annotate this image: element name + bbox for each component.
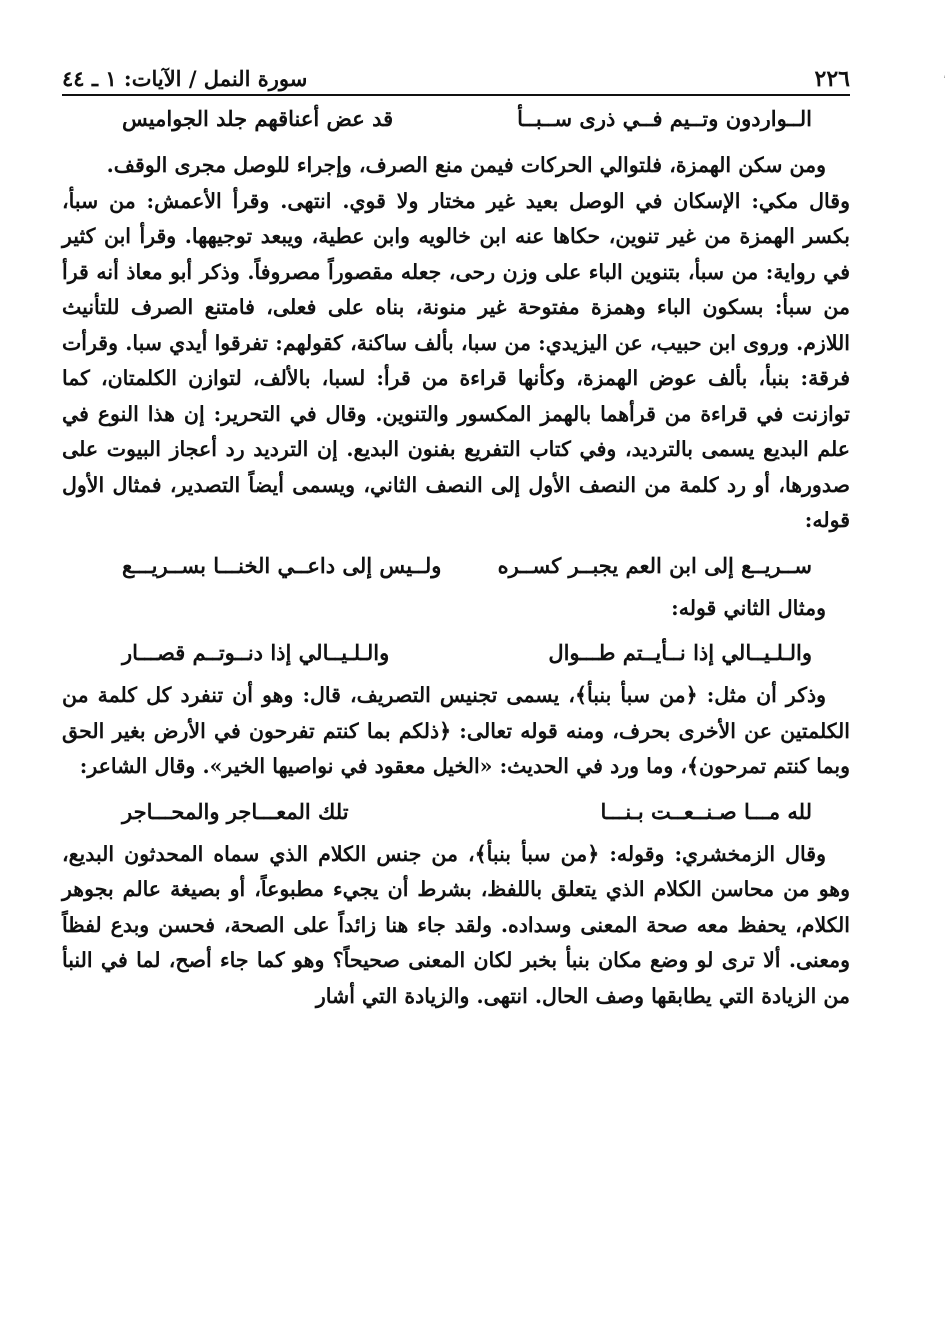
verse-first-hemistich: ســريــع إلى ابن العم يجبــر كســره: [497, 552, 812, 578]
verse-first-hemistich: الــواردون وتــيم فــي ذرى ســبــأ: [517, 106, 812, 131]
page-number: ٢٢٦: [814, 66, 850, 92]
poetry-verse: [62, 795, 850, 829]
verse-first-hemistich: لله مـــا صـنــعــت بـنـــا: [600, 798, 812, 824]
paragraph: وذكر أن مثل: ﴿من سبأ بنبأ﴾، يسمى تجنيس التصريف، قال: وهو أن تنفرد كل كلمة من الكلمتين عن الأخرى بحرف، ومنه قوله تعالى: ﴿ذلكم بما كنتم تفرحون في الأرض بغير الحق وبما كنتم تمرحون﴾، وما ورد في الحديث: «الخيل معقود في نواصيها الخير». وقال الشاعر:: [62, 683, 850, 778]
verse-first-hemistich: والـلـيــالي إذا نــأيــتم طـــوال: [548, 640, 812, 665]
paragraph: ومثال الثاني قوله:: [671, 595, 826, 620]
poetry-verse: [62, 636, 850, 670]
surah-title: سورة النمل / الآيات: ١ ـ ٤٤: [62, 66, 308, 91]
verse-second-hemistich: تلك المعـــاجر والمحـــاجر: [122, 798, 349, 824]
page: [62, 60, 850, 1014]
verse-second-hemistich: ولــيس إلى داعــي الخنـــا بســريـــع: [122, 552, 442, 578]
verse-second-hemistich: والـلـيــالي إذا دنــوتــم قصـــار: [122, 640, 390, 665]
poetry-verse: [62, 549, 850, 583]
page-header: [62, 60, 850, 96]
paragraph: وقال مكي: الإسكان في الوصل بعيد غير مختار ولا قوي. انتهى. وقرأ الأعمش: من سبأ، بكسر الهمزة من غير تنوين، حكاها عنه ابن خالويه وابن عطية، ويبعد توجيهها. وقرأ ابن كثير في رواية: من سبأ، بتنوين الباء على وزن رحى، جعله مقصوراً مصروفاً. وذكر أبو معاذ أنه قرأ من سبأ: بسكون الباء وهمزة مفتوحة غير منونة، بناه على فعلى، فامتنع الصرف للتأنيث اللازم. وروى ابن حبيب، عن اليزيدي: من سبا، بألف ساكنة، كقولهم: تفرقوا أيدي سبا. وقرأت فرقة: بنبأ، بألف عوض الهمزة، وكأنها قراءة من قرأ: لسبا، بالألف، لتوازن الكلمتان، كما توازنت في قراءة من قرأهما بالهمز المكسور والتنوين. وقال في التحرير: إن هذا النوع في علم البديع يسمى بالترديد، وفي كتاب التفريع بفنون البديع. إن الترديد رد أعجاز البيوت على صدورها، أو رد كلمة من النصف الأول إلى النصف الثاني، ويسمى أيضاً التصدير، فمثال الأول قوله:: [62, 188, 850, 532]
paragraph: وقال الزمخشري: وقوله: ﴿من سبأ بنبأ﴾، من جنس الكلام الذي سماه المحدثون البديع، وهو من محاسن الكلام الذي يتعلق باللفظ، بشرط أن يجيء مطبوعاً، أو بصيغة عالم بجوهر الكلام، يحفظ معه صحة المعنى وسداده. ولقد جاء هنا زائداً على الصحة، فحسن وبدع لفظاً ومعنى. ألا ترى لو وضع مكان بنبأ بخبر لكان المعنى صحيحاً؟ وهو كما جاء أصح، لما في النبأ من الزيادة التي يطابقها وصف الحال. انتهى. والزيادة التي أشار: [62, 841, 850, 1008]
verse-second-hemistich: قد عض أعناقهم جلد الجواميس: [122, 106, 394, 131]
poetry-verse: [62, 102, 850, 136]
paragraph: ومن سكن الهمزة، فلتوالي الحركات فيمن منع الصرف، وإجراء للوصل مجرى الوقف.: [106, 153, 826, 177]
